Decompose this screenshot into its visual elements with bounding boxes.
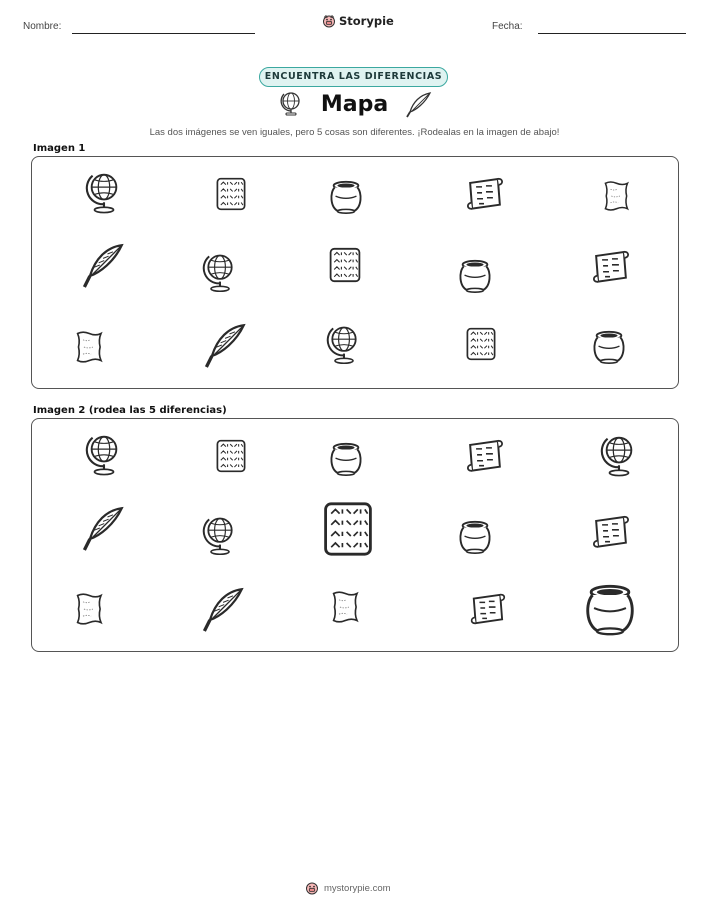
footer-url[interactable]: mystorypie.com bbox=[324, 882, 391, 894]
map-parchment-icon bbox=[74, 329, 105, 365]
pot-icon[interactable] bbox=[456, 519, 494, 555]
image1-label: Imagen 1 bbox=[33, 143, 86, 154]
quill-icon bbox=[403, 90, 433, 120]
quill-icon[interactable] bbox=[80, 506, 124, 552]
tablet-icon bbox=[214, 177, 248, 211]
quill-icon bbox=[202, 323, 246, 369]
activity-badge: ENCUENTRA LAS DIFERENCIAS bbox=[259, 67, 448, 87]
scroll-icon[interactable] bbox=[462, 437, 506, 477]
map-parchment-icon[interactable] bbox=[330, 589, 361, 625]
date-label: Fecha: bbox=[492, 21, 523, 32]
scroll-icon[interactable] bbox=[466, 591, 508, 629]
quill-icon bbox=[80, 243, 124, 289]
globe-icon[interactable] bbox=[600, 433, 638, 477]
brand-logo bbox=[322, 14, 394, 28]
name-label: Nombre: bbox=[23, 21, 62, 32]
map-parchment-icon[interactable] bbox=[74, 591, 105, 627]
name-line[interactable] bbox=[72, 33, 255, 34]
pot-icon bbox=[327, 179, 365, 215]
globe-icon[interactable] bbox=[85, 432, 123, 476]
pig-mascot-icon bbox=[305, 881, 319, 895]
image2-panel bbox=[31, 418, 679, 652]
quill-icon[interactable] bbox=[200, 587, 244, 633]
tablet-icon[interactable] bbox=[320, 501, 376, 557]
instructions-text: Las dos imágenes se ven iguales, pero 5 cosas son diferentes. ¡Rodealas en la imagen de abajo! bbox=[149, 127, 560, 138]
pot-icon bbox=[590, 329, 628, 365]
date-line[interactable] bbox=[538, 33, 686, 34]
tablet-icon bbox=[327, 247, 363, 283]
scroll-icon bbox=[588, 248, 632, 288]
globe-icon[interactable] bbox=[202, 514, 238, 555]
tablet-icon bbox=[464, 327, 498, 361]
pot-icon bbox=[456, 258, 494, 294]
globe-icon bbox=[85, 170, 123, 214]
image2-label: Imagen 2 (rodea las 5 diferencias) bbox=[33, 405, 227, 416]
footer bbox=[305, 881, 391, 895]
map-parchment-icon bbox=[602, 179, 631, 213]
pot-icon[interactable] bbox=[581, 582, 639, 637]
brand-name: Storypie bbox=[339, 14, 394, 28]
pig-mascot-icon bbox=[322, 14, 336, 28]
page-title: Mapa bbox=[320, 92, 389, 117]
globe-icon bbox=[202, 251, 238, 292]
scroll-icon bbox=[462, 175, 506, 215]
pot-icon[interactable] bbox=[327, 441, 365, 477]
scroll-icon[interactable] bbox=[588, 513, 632, 553]
image1-panel bbox=[31, 156, 679, 389]
tablet-icon[interactable] bbox=[214, 439, 248, 473]
globe-icon bbox=[326, 323, 362, 364]
